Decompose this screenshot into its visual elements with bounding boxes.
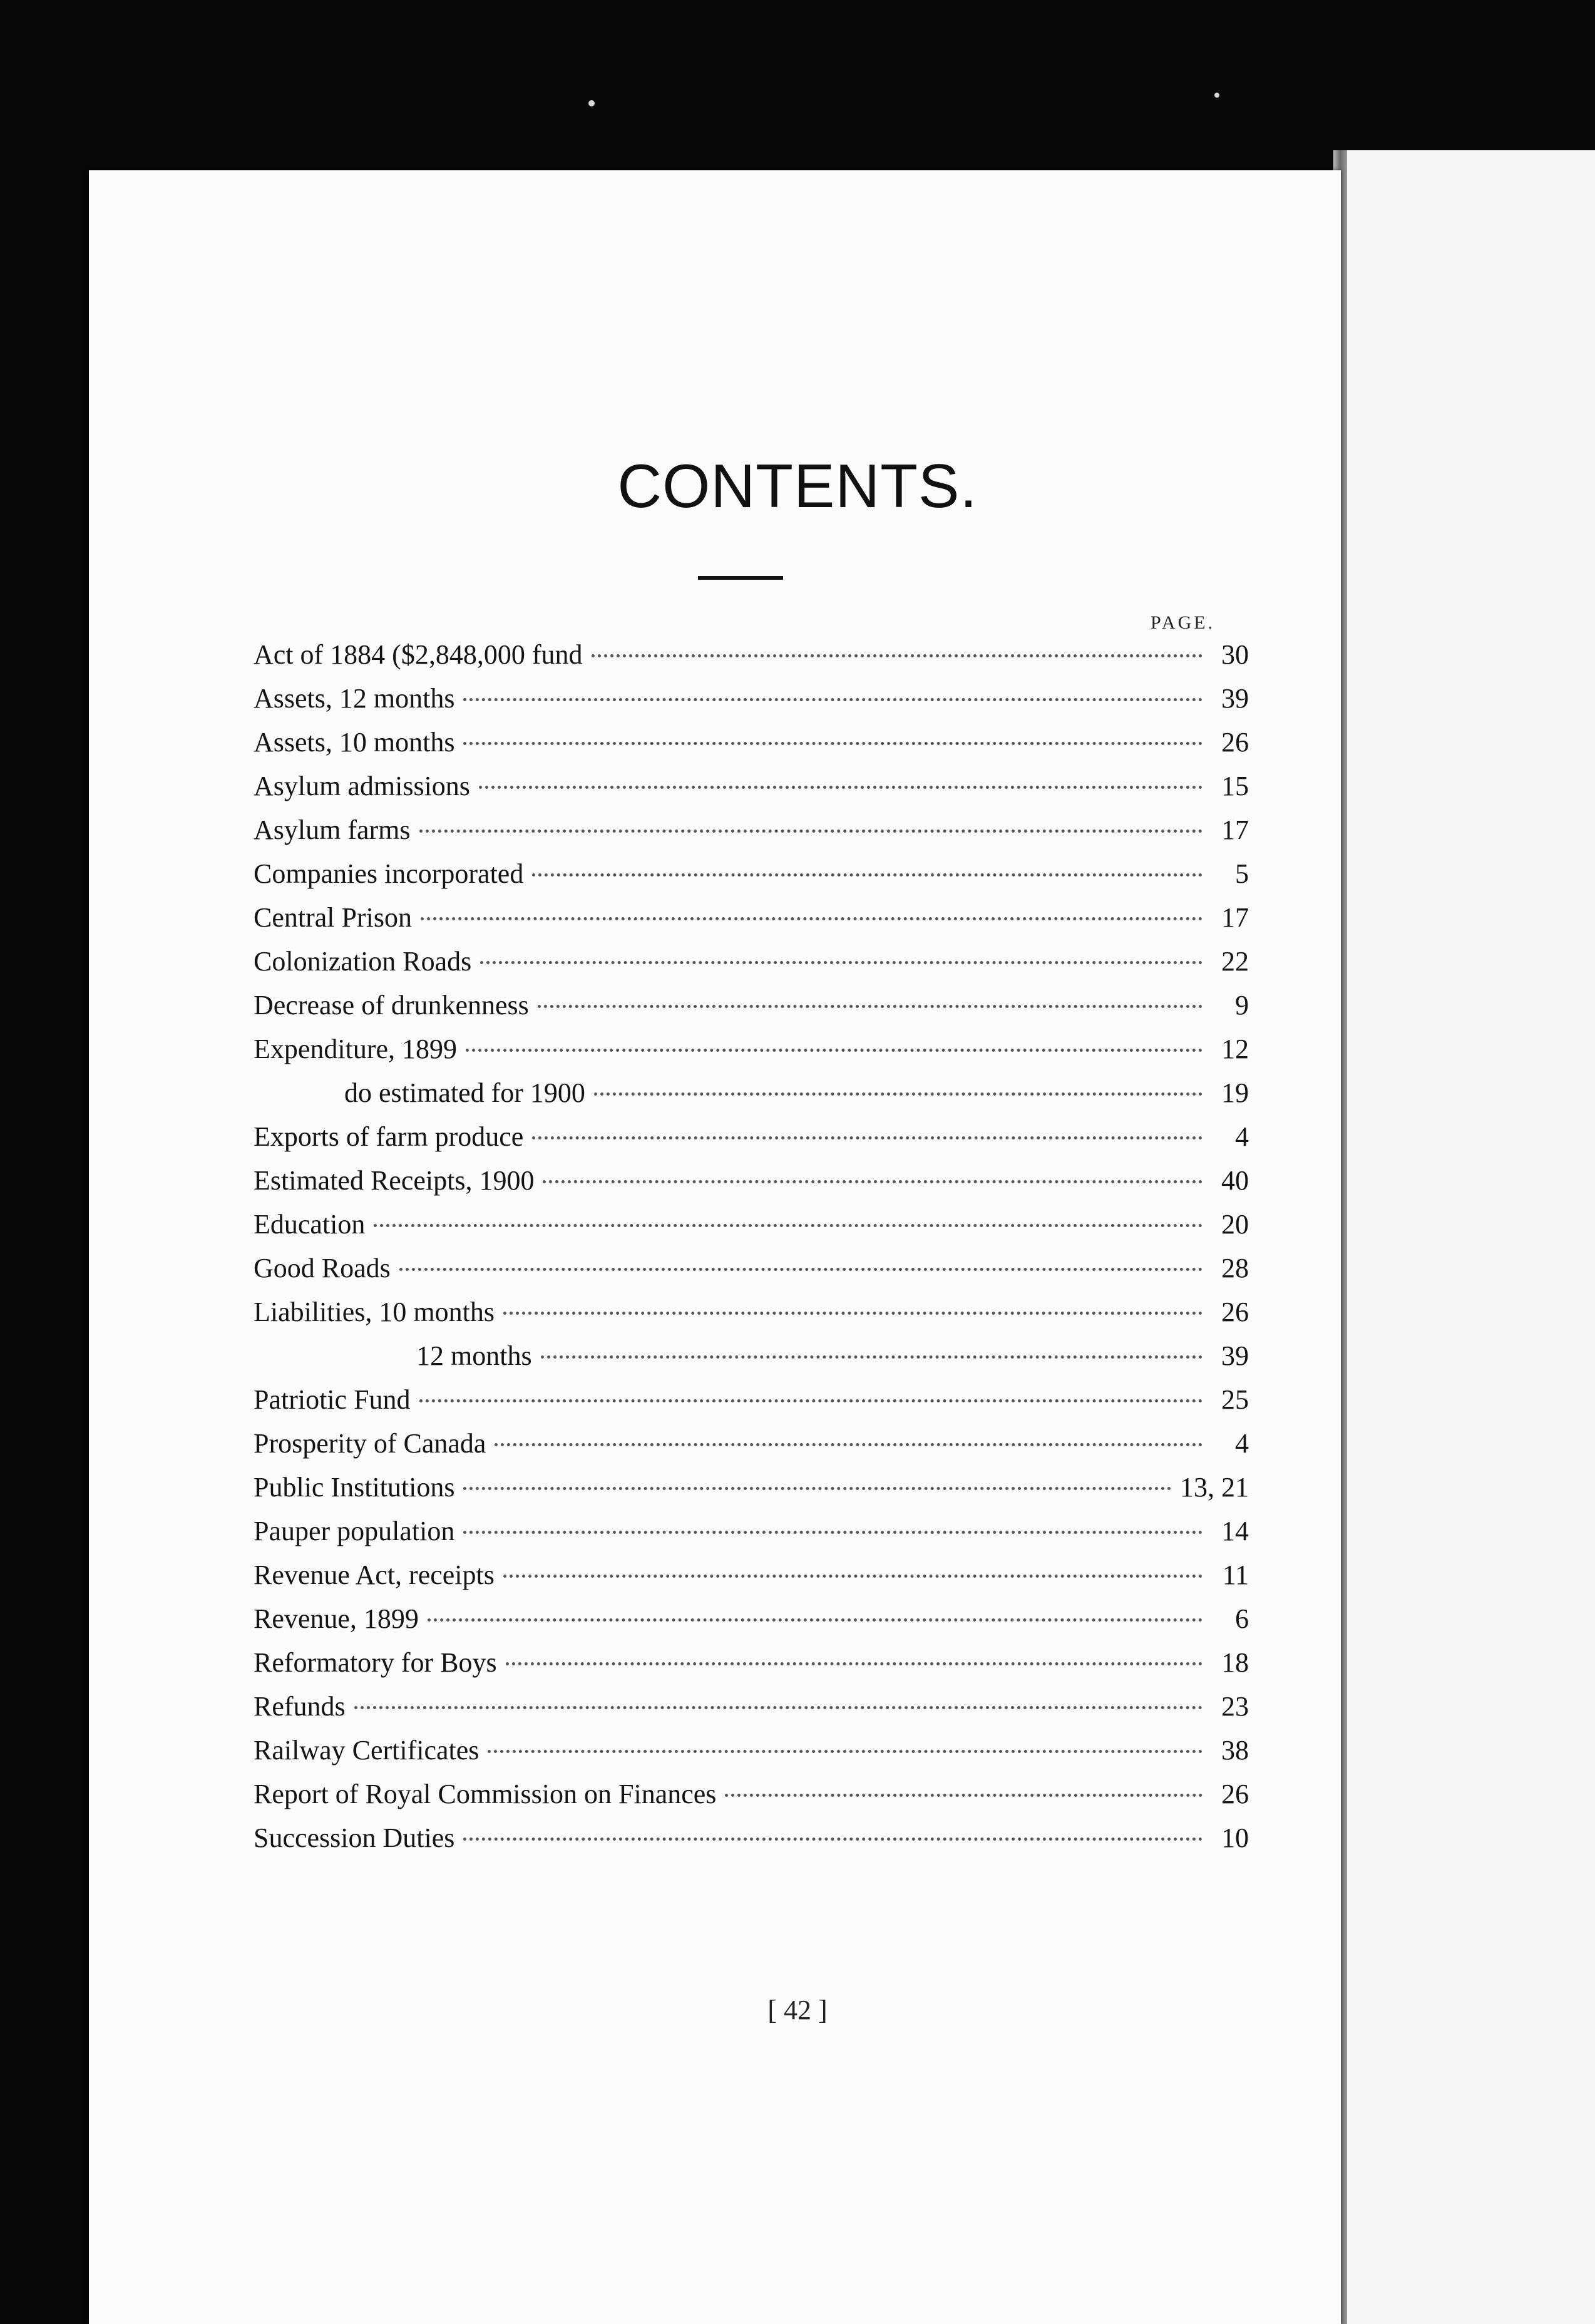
toc-entry-label: Report of Royal Commission on Finances [254, 1779, 717, 1809]
toc-entry [254, 770, 1249, 814]
toc-entry-page: 28 [1221, 1253, 1249, 1283]
toc-entry-page: 26 [1221, 1779, 1249, 1809]
toc-entry-label: Reformatory for Boys [254, 1647, 497, 1678]
toc-entry-page: 6 [1235, 1603, 1249, 1634]
dot-leader [532, 873, 1203, 877]
toc-entry [254, 1603, 1249, 1647]
dot-leader [463, 742, 1203, 745]
page-number: [ 42 ] [767, 1995, 828, 2025]
toc-entry [254, 814, 1249, 858]
toc-entry [254, 1208, 1249, 1252]
toc-entry [254, 1340, 1249, 1384]
toc-entry-page: 17 [1221, 902, 1249, 933]
toc-entry-label: Decrease of drunkenness [254, 990, 529, 1021]
dot-leader [543, 1180, 1203, 1183]
toc-entry [254, 1822, 1249, 1866]
toc-entry-label: Asylum admissions [254, 771, 470, 801]
table-of-contents [254, 639, 1249, 1866]
dot-leader [503, 1312, 1203, 1315]
dot-leader [488, 1750, 1203, 1753]
dot-leader [466, 1049, 1203, 1052]
toc-entry-page: 10 [1221, 1823, 1249, 1853]
toc-entry-page: 11 [1222, 1560, 1249, 1590]
toc-entry-label: Revenue, 1899 [254, 1603, 419, 1634]
dot-leader [532, 1136, 1203, 1139]
toc-entry-label: Act of 1884 ($2,848,000 fund [254, 639, 583, 670]
toc-entry-label: Prosperity of Canada [254, 1428, 486, 1459]
toc-entry-page: 4 [1235, 1428, 1249, 1459]
toc-entry-label: 12 months [416, 1340, 532, 1371]
toc-entry-page: 4 [1235, 1121, 1249, 1152]
dot-leader [592, 654, 1203, 657]
dot-leader [419, 1399, 1203, 1402]
toc-entry-label: do estimated for 1900 [344, 1077, 585, 1108]
toc-entry [254, 1384, 1249, 1427]
dot-leader [725, 1794, 1203, 1797]
toc-entry-label: Companies incorporated [254, 858, 524, 889]
toc-entry-label: Central Prison [254, 902, 412, 933]
toc-entry [254, 1165, 1249, 1208]
toc-entry-label: Colonization Roads [254, 946, 472, 977]
page-title: CONTENTS. [617, 451, 978, 520]
toc-entry-label: Liabilities, 10 months [254, 1297, 495, 1327]
toc-entry-label: Education [254, 1209, 366, 1240]
toc-entry-page: 13, 21 [1180, 1472, 1249, 1503]
toc-entry-page: 23 [1221, 1691, 1249, 1722]
toc-entry [254, 1427, 1249, 1471]
dot-leader [463, 1531, 1203, 1534]
dot-leader [354, 1706, 1203, 1709]
scan-speck [1214, 93, 1219, 98]
title-rule [698, 576, 783, 580]
dot-leader [399, 1268, 1203, 1271]
dot-leader [594, 1093, 1203, 1096]
toc-entry-label: Patriotic Fund [254, 1384, 411, 1415]
toc-entry-page: 40 [1221, 1165, 1249, 1196]
toc-entry-label: Public Institutions [254, 1472, 455, 1503]
toc-entry [254, 1515, 1249, 1559]
dot-leader [463, 698, 1203, 701]
toc-entry-label: Assets, 12 months [254, 683, 455, 714]
dot-leader [421, 917, 1203, 920]
dot-leader [463, 1487, 1171, 1490]
toc-entry [254, 1690, 1249, 1734]
toc-entry [254, 1734, 1249, 1778]
dot-leader [479, 786, 1203, 789]
toc-entry-page: 25 [1221, 1384, 1249, 1415]
toc-entry-page: 5 [1235, 858, 1249, 889]
toc-entry-page: 26 [1221, 727, 1249, 758]
toc-entry-page: 38 [1221, 1735, 1249, 1766]
toc-entry-label: Assets, 10 months [254, 727, 455, 758]
toc-entry-page: 39 [1221, 683, 1249, 714]
toc-entry-label: Good Roads [254, 1253, 391, 1283]
toc-entry [254, 1252, 1249, 1296]
toc-entry-page: 12 [1221, 1034, 1249, 1064]
toc-entry-page: 39 [1221, 1340, 1249, 1371]
toc-entry-page: 19 [1221, 1077, 1249, 1108]
dot-leader [541, 1355, 1203, 1359]
toc-entry-page: 9 [1235, 990, 1249, 1021]
toc-entry [254, 989, 1249, 1033]
toc-entry [254, 1121, 1249, 1165]
toc-entry [254, 1077, 1249, 1121]
toc-entry [254, 726, 1249, 770]
dot-leader [428, 1618, 1203, 1622]
toc-entry-page: 26 [1221, 1297, 1249, 1327]
toc-entry [254, 945, 1249, 989]
toc-entry [254, 1033, 1249, 1077]
toc-entry-page: 14 [1221, 1516, 1249, 1546]
toc-entry-label: Refunds [254, 1691, 346, 1722]
page-column-heading: PAGE. [1151, 612, 1216, 633]
dot-leader [506, 1662, 1203, 1665]
toc-entry-label: Exports of farm produce [254, 1121, 524, 1152]
toc-entry [254, 1296, 1249, 1340]
toc-entry [254, 858, 1249, 902]
toc-entry [254, 1559, 1249, 1603]
toc-entry-page: 22 [1221, 946, 1249, 977]
toc-entry-label: Railway Certificates [254, 1735, 480, 1766]
toc-entry [254, 1778, 1249, 1822]
scan-speck [588, 100, 595, 106]
toc-entry-page: 18 [1221, 1647, 1249, 1678]
dot-leader [538, 1005, 1203, 1008]
toc-entry-label: Asylum farms [254, 815, 411, 845]
toc-entry-label: Estimated Receipts, 1900 [254, 1165, 535, 1196]
dot-leader [463, 1838, 1203, 1841]
toc-entry-label: Succession Duties [254, 1823, 455, 1853]
toc-entry-page: 15 [1221, 771, 1249, 801]
toc-entry [254, 1647, 1249, 1690]
toc-entry-page: 17 [1221, 815, 1249, 845]
toc-entry [254, 639, 1249, 682]
toc-entry [254, 902, 1249, 945]
toc-entry-label: Pauper population [254, 1516, 455, 1546]
toc-entry-page: 30 [1221, 639, 1249, 670]
dot-leader [495, 1443, 1203, 1446]
toc-entry-label: Revenue Act, receipts [254, 1560, 495, 1590]
toc-entry [254, 1471, 1249, 1515]
dot-leader [480, 961, 1203, 964]
dot-leader [374, 1224, 1203, 1227]
dot-leader [503, 1575, 1203, 1578]
toc-entry-page: 20 [1221, 1209, 1249, 1240]
dot-leader [419, 830, 1203, 833]
toc-entry-label: Expenditure, 1899 [254, 1034, 458, 1064]
toc-entry [254, 682, 1249, 726]
